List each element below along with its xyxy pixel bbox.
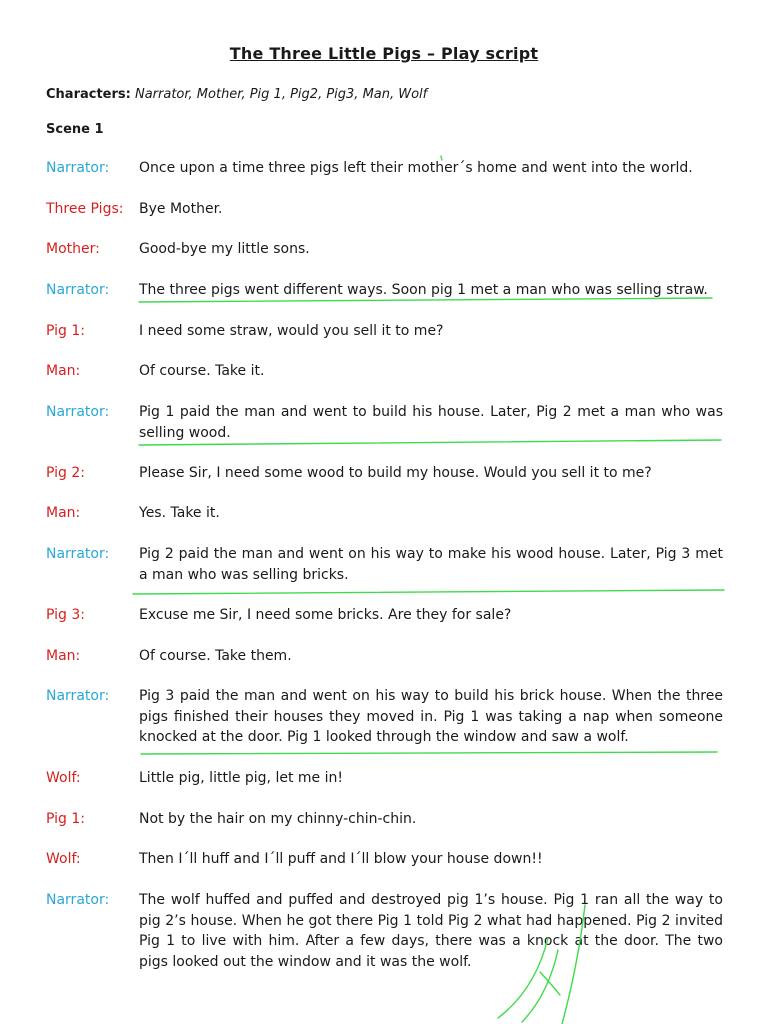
speaker-man: Man: xyxy=(46,363,81,379)
speaker-narrator: Narrator: xyxy=(46,546,110,562)
characters-line xyxy=(46,87,427,102)
dialogue-text: Yes. Take it. xyxy=(139,505,220,521)
speaker-pig-2: Pig 2: xyxy=(46,465,85,481)
dialogue-text: Good-bye my little sons. xyxy=(139,241,310,257)
speaker-wolf: Wolf: xyxy=(46,770,81,786)
speaker-pig-1: Pig 1: xyxy=(46,811,85,827)
dialogue-text: Little pig, little pig, let me in! xyxy=(139,770,343,786)
characters-list: Narrator, Mother, Pig 1, Pig2, Pig3, Man, Wolf xyxy=(134,87,428,102)
speaker-narrator: Narrator: xyxy=(46,404,110,420)
speaker-narrator: Narrator: xyxy=(46,688,110,704)
dialogue-text: Pig 2 paid the man and went on his way to make his wood house. Later, Pig 3 met a man who was selling bricks. xyxy=(139,546,723,583)
dialogue-text: Pig 3 paid the man and went on his way to build his brick house. When the three pigs finished their houses they moved in. Pig 1 was taking a nap when someone knocked at the door. Pig 1 looked through the window and saw a wolf. xyxy=(139,688,723,745)
dialogue-text: The three pigs went different ways. Soon pig 1 met a man who was selling straw. xyxy=(139,282,708,298)
dialogue-text: I need some straw, would you sell it to me? xyxy=(139,323,444,339)
dialogue-text: Of course. Take them. xyxy=(139,648,292,664)
scribble-mark xyxy=(540,972,560,995)
underline-mark xyxy=(133,590,724,594)
speaker-narrator: Narrator: xyxy=(46,282,110,298)
scene-heading: Scene 1 xyxy=(46,122,104,137)
speaker-man: Man: xyxy=(46,648,81,664)
dialogue-text: Excuse me Sir, I need some bricks. Are they for sale? xyxy=(139,607,512,623)
dialogue-text: Pig 1 paid the man and went to build his house. Later, Pig 2 met a man who was selling wood. xyxy=(139,404,723,441)
dialogue-text: Of course. Take it. xyxy=(139,363,265,379)
dialogue-text: Once upon a time three pigs left their mother´s home and went into the world. xyxy=(139,160,693,176)
dialogue-text: Bye Mother. xyxy=(139,201,223,217)
speaker-narrator: Narrator: xyxy=(46,892,110,908)
speaker-pig-3: Pig 3: xyxy=(46,607,85,623)
speaker-man: Man: xyxy=(46,505,81,521)
dialogue-text: Please Sir, I need some wood to build my house. Would you sell it to me? xyxy=(139,465,652,481)
underline-mark xyxy=(141,752,717,754)
characters-label: Characters: xyxy=(46,87,131,102)
dialogue-text: Not by the hair on my chinny-chin-chin. xyxy=(139,811,417,827)
page-title: The Three Little Pigs – Play script xyxy=(229,44,539,63)
speaker-wolf: Wolf: xyxy=(46,851,81,867)
speaker-three-pigs: Three Pigs: xyxy=(46,201,124,217)
speaker-narrator: Narrator: xyxy=(46,160,110,176)
dialogue-text: Then I´ll huff and I´ll puff and I´ll blow your house down!! xyxy=(139,851,543,867)
speaker-mother: Mother: xyxy=(46,241,100,257)
speaker-pig-1: Pig 1: xyxy=(46,323,85,339)
dialogue-text: The wolf huffed and puffed and destroyed pig 1’s house. Pig 1 ran all the way to pig 2’s house. When he got there Pig 1 told Pig 2 what had happened. Pig 2 invited Pig 1 to live with him. After a few days, there was a knock at the door. The two pigs looked out the window and it was the wolf. xyxy=(139,892,723,970)
